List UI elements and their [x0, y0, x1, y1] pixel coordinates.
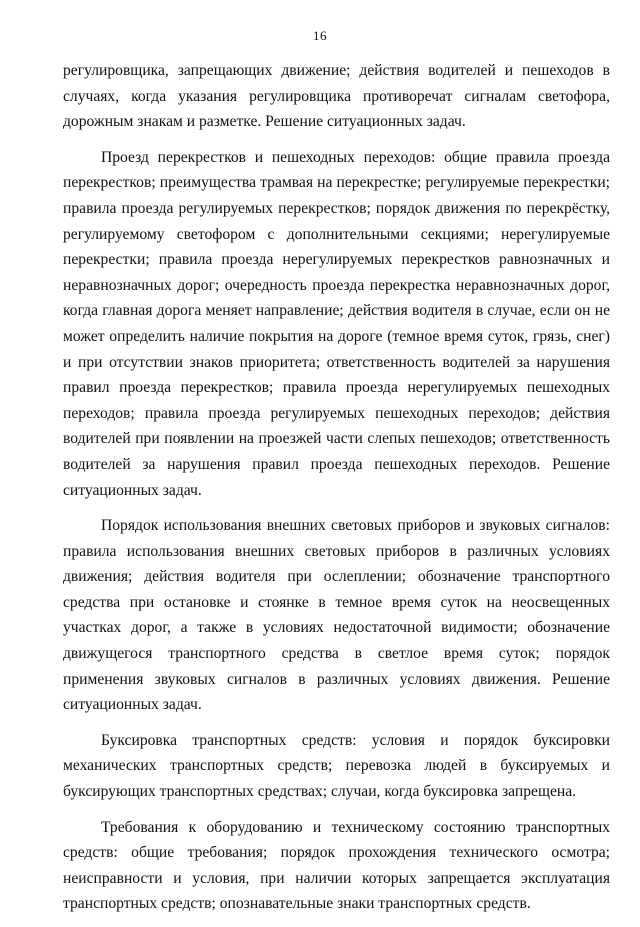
paragraph-towing: Буксировка транспортных средств: условия и порядок буксировки механических транспортных средств; перевозка людей в буксируемых и буксирующих транспортных средствах; случаи, когда буксировка запрещена.	[63, 731, 610, 801]
paragraph-continuation: регулировщика, запрещающих движение; действия водителей и пешеходов в случаях, когда указания регулировщика противоречат сигналам светофора, дорожным знакам и разметке. Решение ситуационных задач.	[63, 62, 610, 131]
paragraph-intersections: Проезд перекрестков и пешеходных переходов: общие правила проезда перекрестков; преимущества трамвая на перекрестке; регулируемые перекрестки; правила проезда регулируемых перекрестков; порядок движения по перекрёстку, регулируемому светофором с дополнительными секциями; нерегулируемые перекрестки; правила проезда нерегулируемых перекрестков равнозначных и неравнозначных дорог; очередность проезда перекрестка неравнозначных дорог, когда главная дорога меняет направление; действия водителя в случае, если он не может определить наличие покрытия на дороге (темное время суток, грязь, снег) и при отсутствии знаков приоритета; ответственность водителей за нарушения правил проезда перекрестков; правила проезда нерегулируемых пешеходных переходов; правила проезда регулируемых пешеходных переходов; действия водителей при появлении на проезжей части слепых пешеходов; ответственность водителей за нарушения правил проезда пешеходных переходов. Решение ситуационных задач.	[63, 148, 610, 499]
document-body	[63, 58, 610, 927]
paragraph-technical-requirements: Требования к оборудованию и техническому состоянию транспортных средств: общие требования; порядок прохождения технического осмотра; неисправности и условия, при наличии которых запрещается эксплуатация транспортных средств; опознавательные знаки транспортных средств.	[63, 818, 610, 913]
page-number: 16	[313, 28, 327, 43]
paragraph-lights-signals: Порядок использования внешних световых приборов и звуковых сигналов: правила использования внешних световых приборов в различных условиях движения; действия водителя при ослеплении; обозначение транспортного средства при остановке и стоянке в темное время суток на неосвещенных участках дорог, а также в условиях недостаточной видимости; обозначение движущегося транспортного средства в светлое время суток; порядок применения звуковых сигналов в различных условиях движения. Решение ситуационных задач.	[63, 517, 610, 714]
